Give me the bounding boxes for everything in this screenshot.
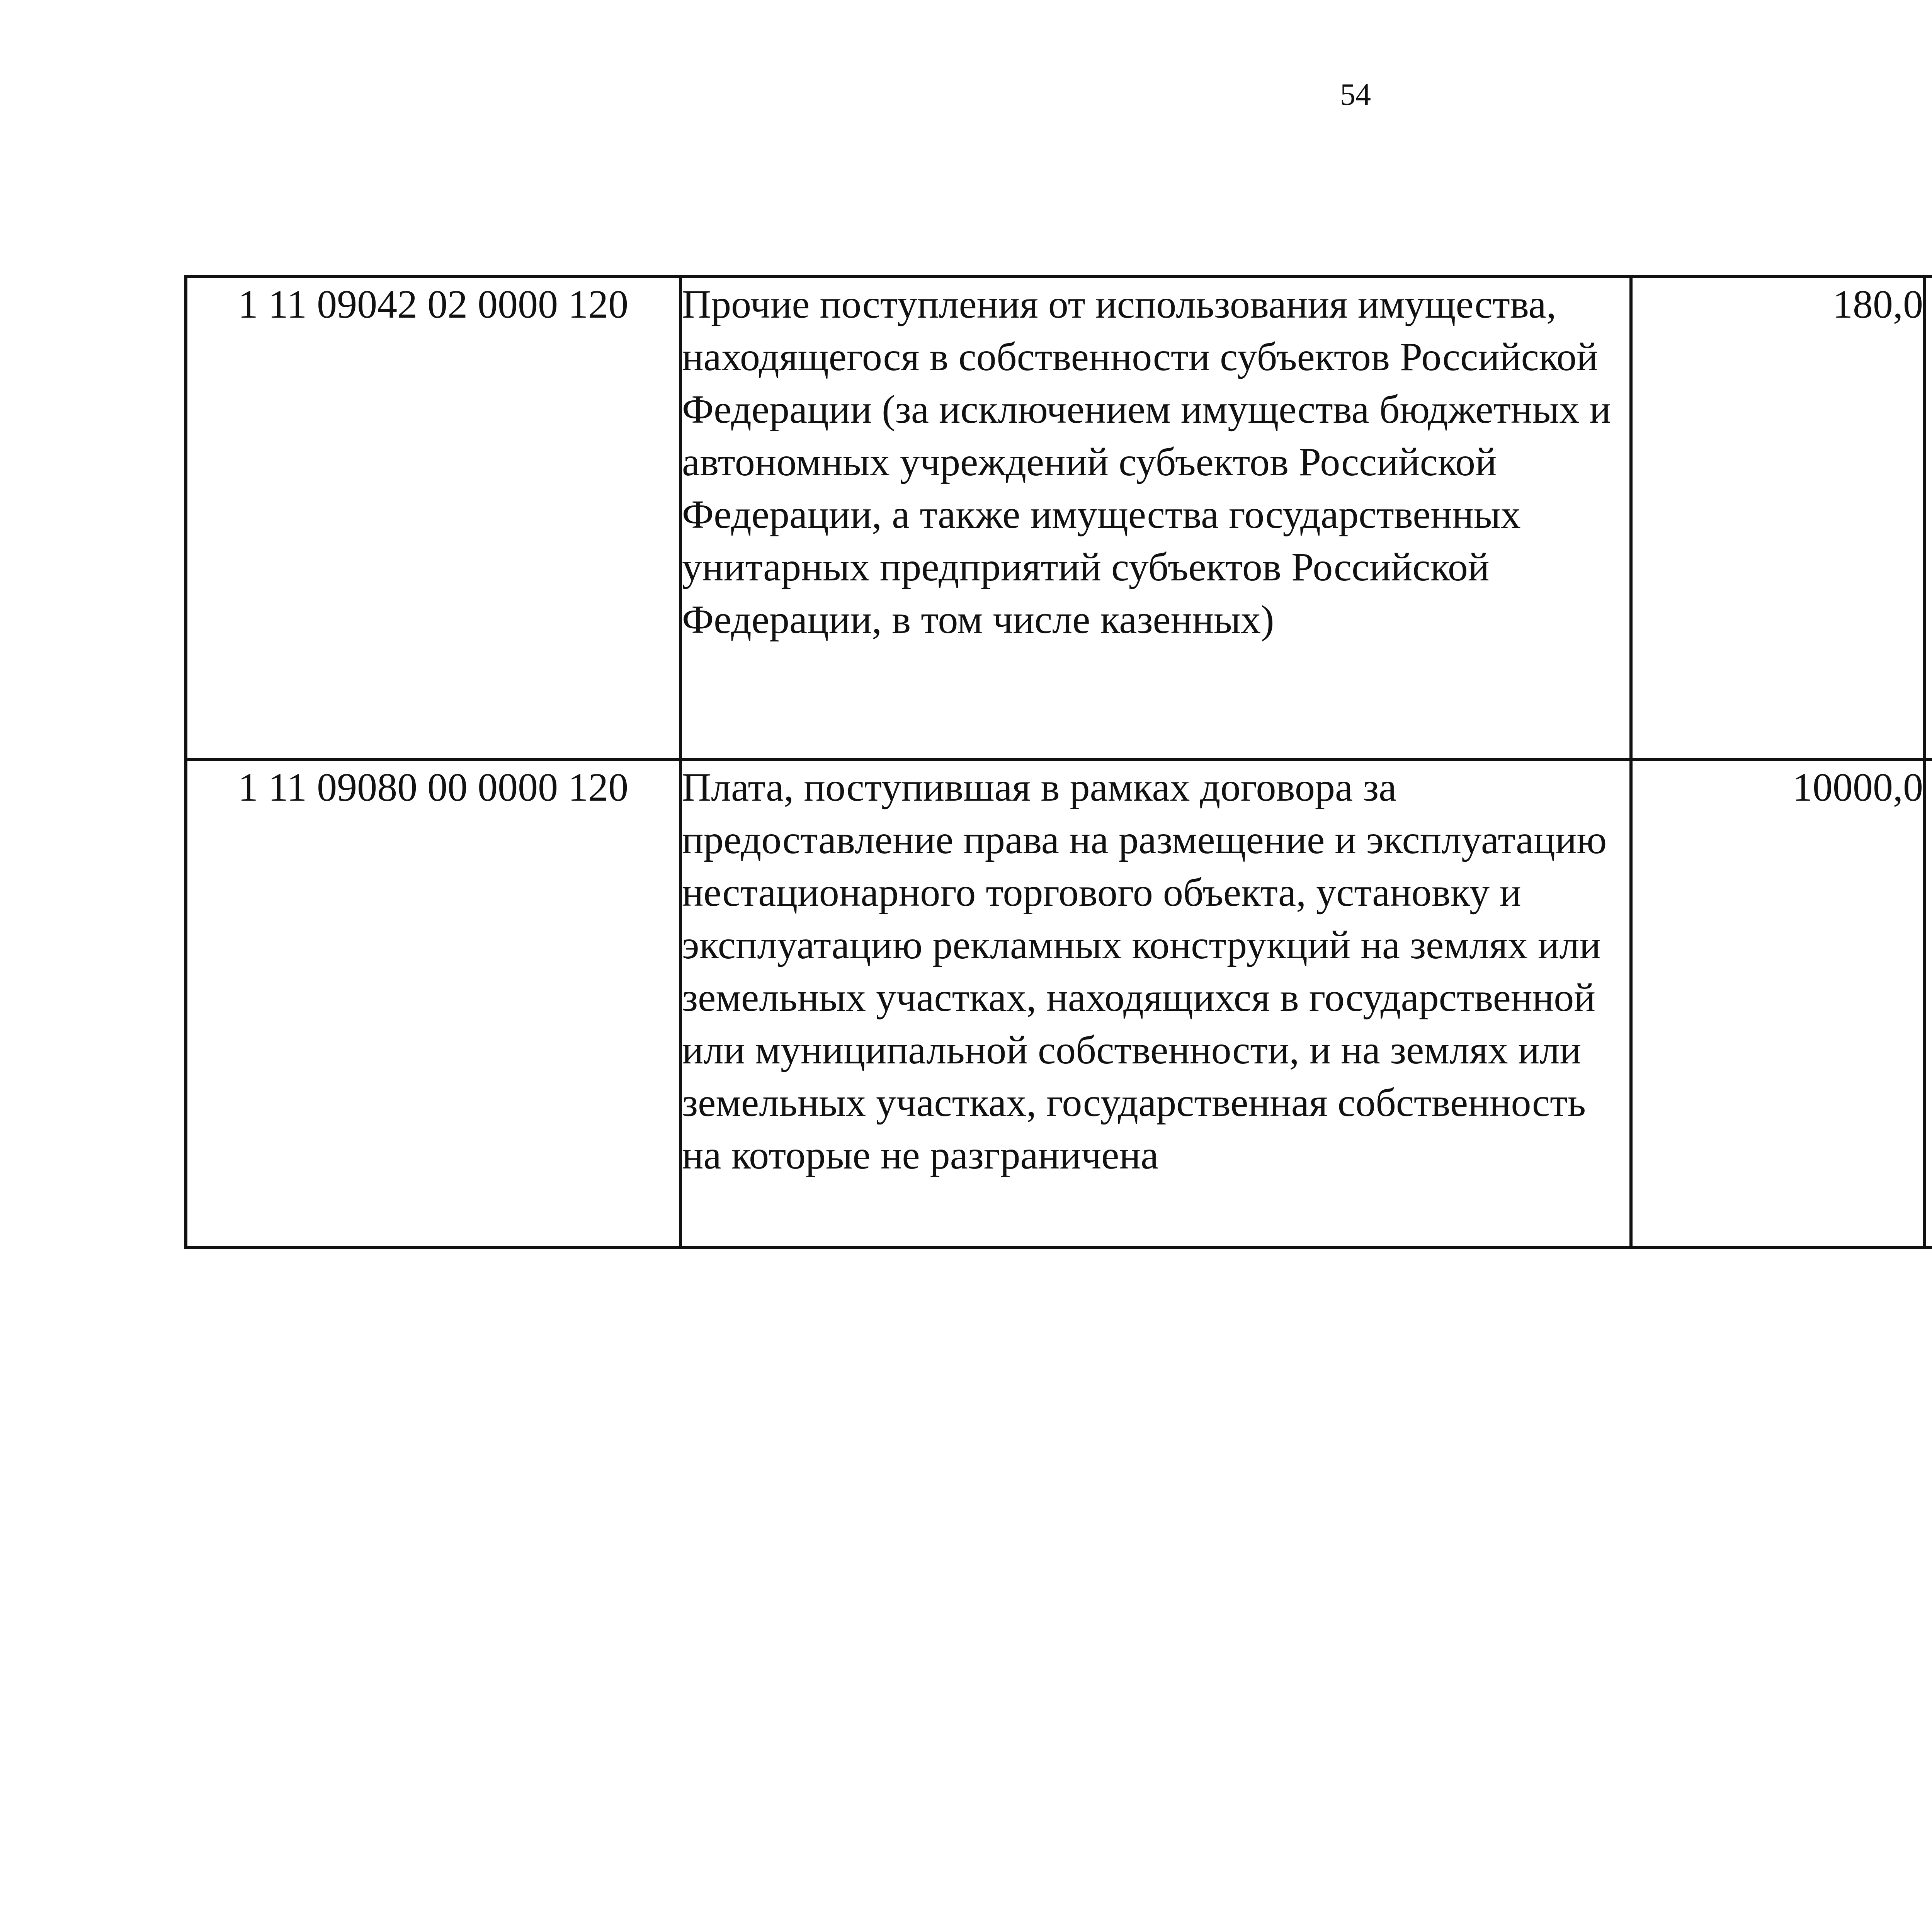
amount-cell-1: 10000,0 [1631,760,1925,1248]
revenue-table [184,275,1932,1249]
budget-code-cell: 1 11 09042 02 0000 120 [186,277,680,760]
revenue-description-cell: Плата, поступившая в рамках договора за предоставление права на размещение и эксплуатацию нестационарного торгового объекта, установку и эксплуатацию рекламных конструкций на землях или земельных участках, находящихся в государственной или муниципальной собственности, и на землях или земельных участках, государственная собственность на которые не разграничена [680,760,1631,1248]
page-number: 54 [1340,78,1371,112]
revenue-description-cell: Прочие поступления от использования имущества, находящегося в собственности субъектов Российской Федерации (за исключением имущества бюджетных и автономных учреждений субъектов Российской Федерации, а также имущества государственных унитарных предприятий субъектов Российской Федерации, в том числе казенных) [680,277,1631,760]
table-row [186,277,1932,760]
amount-cell-1: 180,0 [1631,277,1925,760]
amount-cell-2 [1925,277,1932,760]
table-row [186,760,1932,1248]
amount-cell-2 [1925,760,1932,1248]
budget-code-cell: 1 11 09080 00 0000 120 [186,760,680,1248]
